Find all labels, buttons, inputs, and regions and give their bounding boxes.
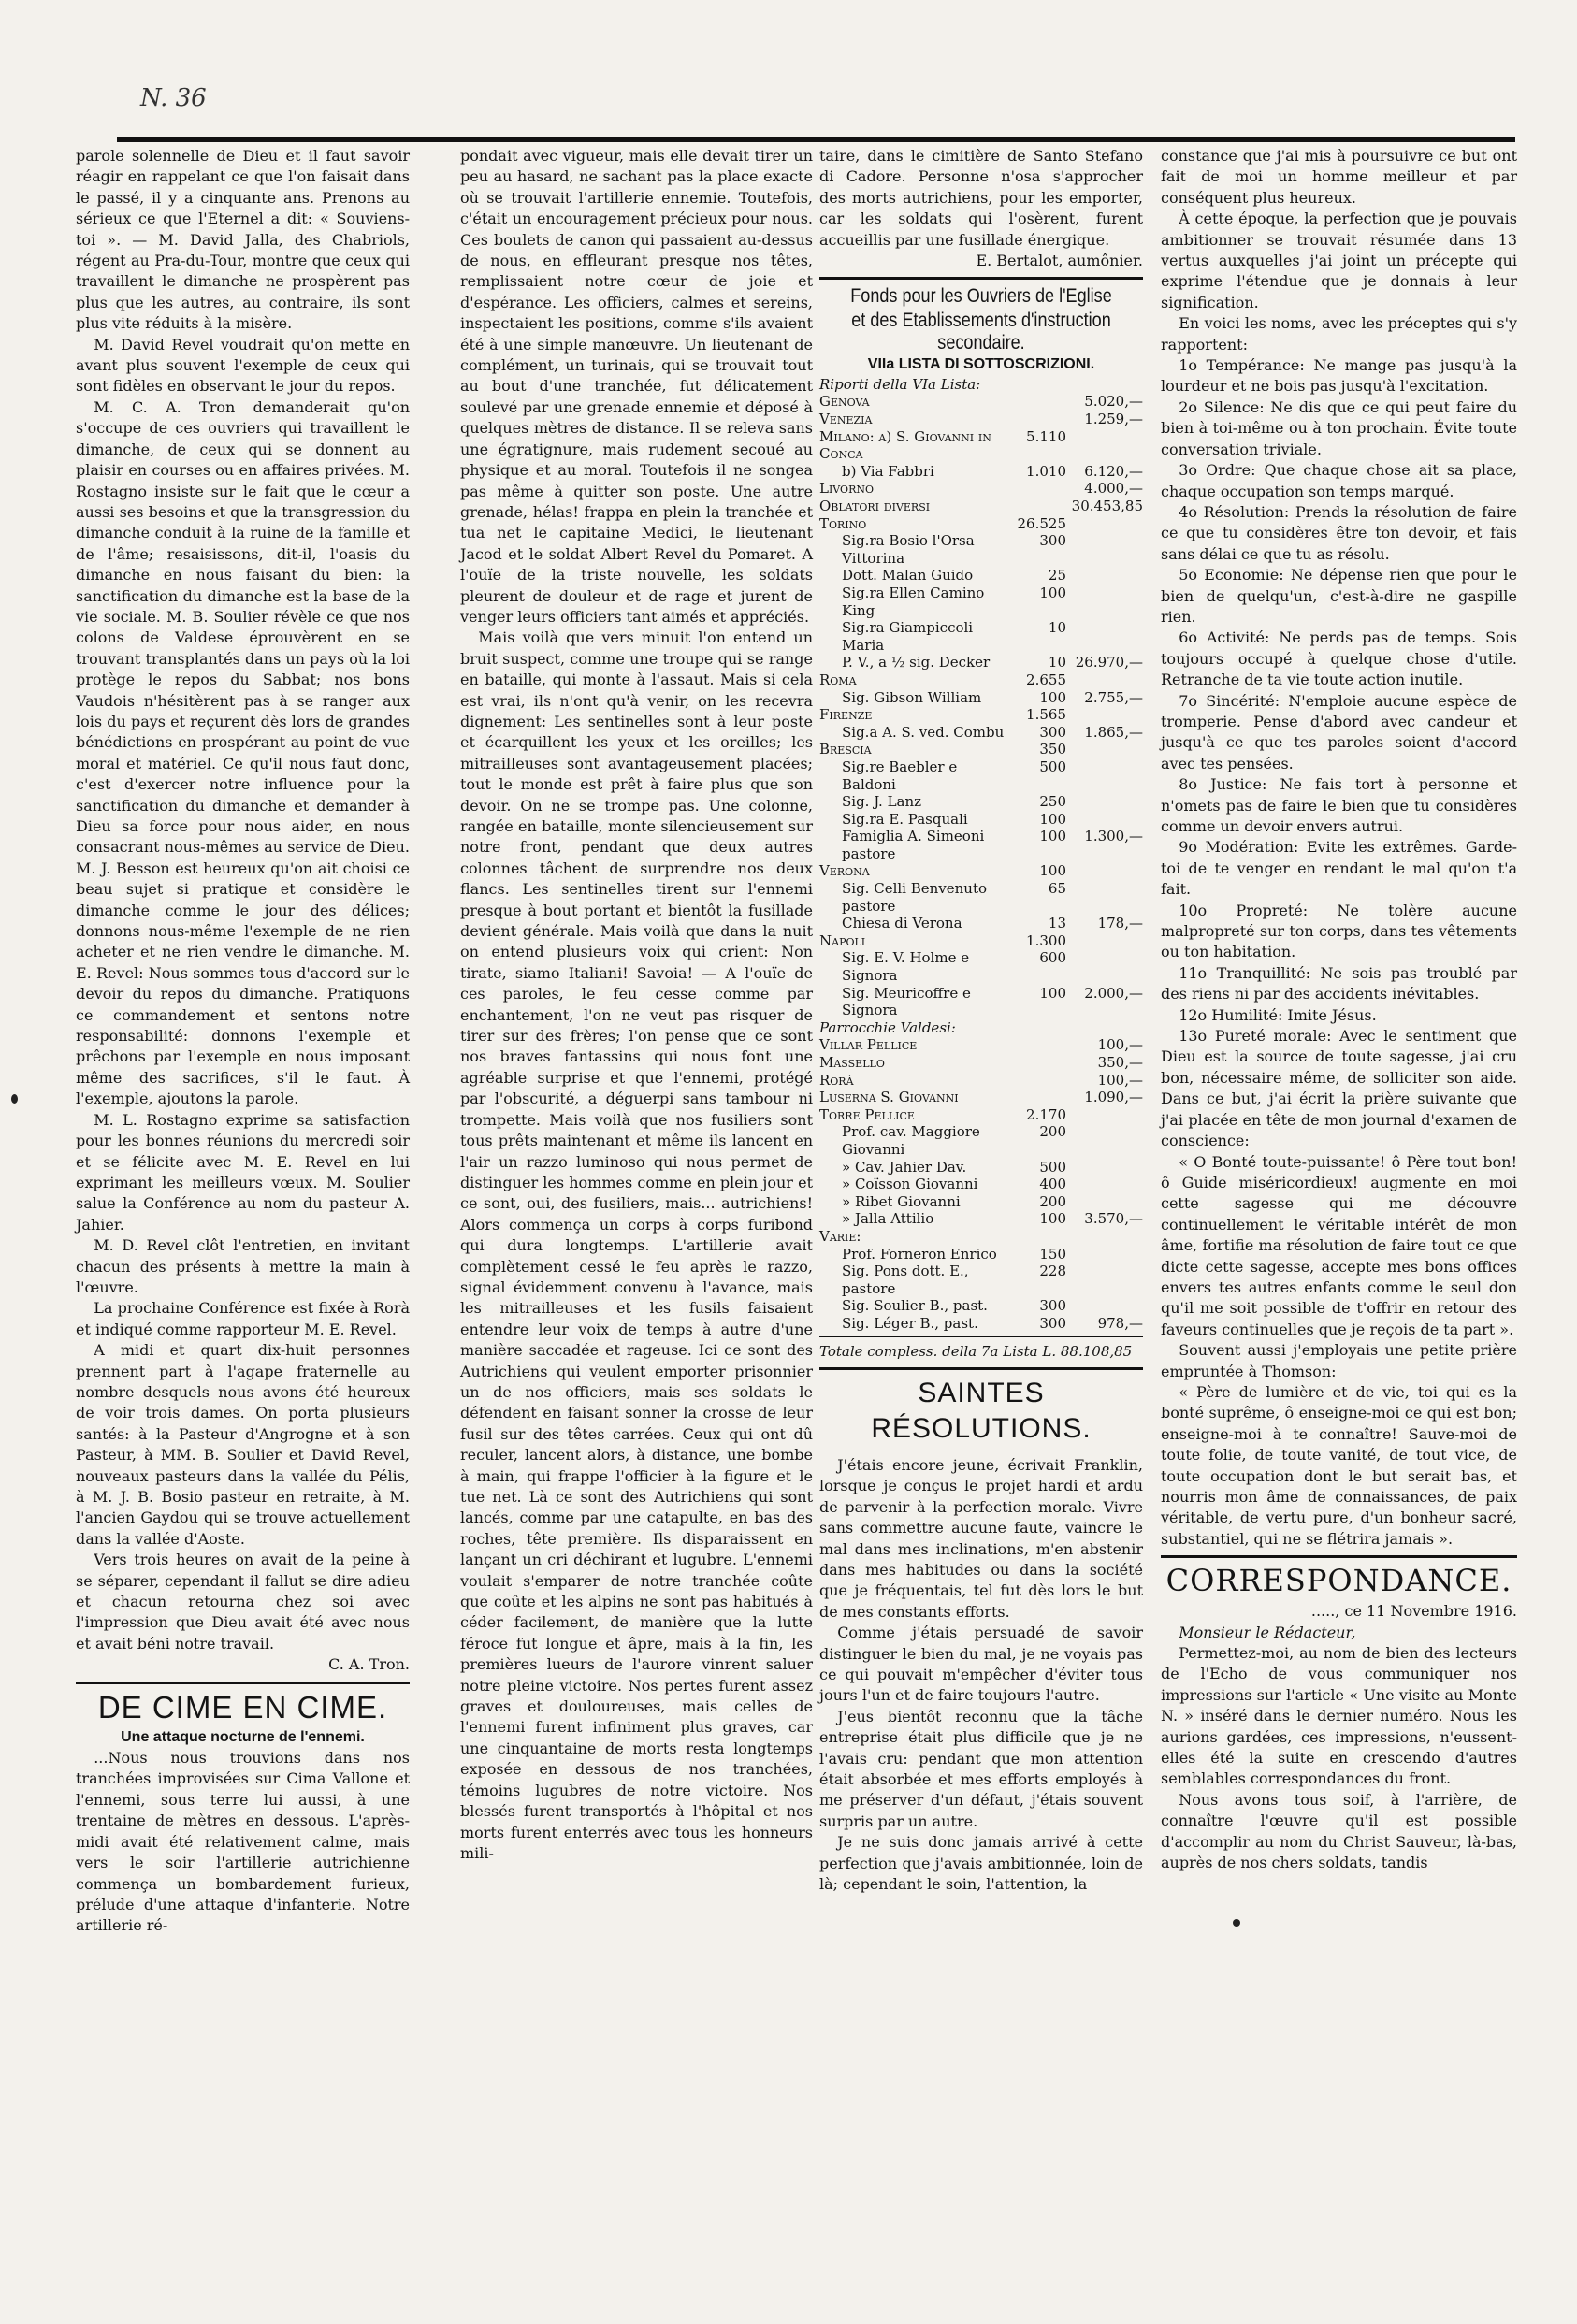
row-label: Dott. Malan Guido bbox=[842, 567, 974, 585]
paragraph: Mais voilà que vers minuit l'on entend un bruit suspect, comme une troupe qui se range en bataille, qui monte à l'assaut. Mais si cela est vrai, ils n'ont qu'à venir, on les recevra dignement: Les sentinelles sont à leur poste et écarquillent les yeux et les oreilles; les mitrailleuses sont avantageusement placées; tout le monde est prêt à faire plus que son devoir. On ne se trompe pas. Une colonne, rangée en bataille, monte silencieusement sur notre front, pendant que deux autres colonnes tâchent de surprendre nos deux flancs. Les sentinelles tirent sur l'ennemi presque à bout portant et bientôt la fusillade devient générale. Mais voilà que dans la nuit on entend plusieurs voix qui crient: Non tirate, siamo Italiani! Savoia! — A l'ouïe de ces paroles, le feu cesse comme par enchantement, l'on ne veut pas risquer de tirer sur des frères; l'on pense que ce sont nos braves fantassins qui nous font une agréable surprise et que l'ennemi, protégé par l'obscurité, a déguerpi sans tambour ni trompette. Mais voilà que nos fusiliers sont tous prêts maintenant et même ils lancent en l'air un razzo luminoso qui nous permet de distinguer les hommes comme en plein jour et ce sont, oui, des fusiliers, mais... autrichiens! Alors commença un corps à corps furibond qui dura longtemps. L'artillerie avait complètement cessé le feu après le razzo, signal évidemment convenu à l'avance, mais les mitrailleuses et les fusils faisaient entendre leur voix de temps à autre d'une manière saccadée et rageuse. Ici ce sont des Autrichiens qui veulent emporter prisonnier un de nos officiers, mais ses soldats le défendent en faisant sonner la crosse de leur fusil sur des têtes carrées. Ceux qui ont dû reculer, lancent alors, à distance, une bombe à main, qui frappe l'officier à la figure et le tue net. Là ce sont des Autrichiens qui sont lancés, comme par une catapulte, en bas des roches, tête première. Ils disparaissent en lançant un cri déchirant et lugubre. L'ennemi voulait s'emparer de notre tranchée coûte que coûte et les alpins ne sont pas habitués à céder facilement, de manière que la lutte féroce fut longue et âpre, mais à la fin, les premières lueurs de l'aurore vinrent saluer notre pleine victoire. Nos pertes furent assez graves et douloureuses, mais celles de l'ennemi furent infiniment plus graves, car une cinquantaine de morts resta longtemps exposée en dessous de nos tranchées, témoins lugubres de notre victoire. Nos blessés furent transportés à l'hôpital et nos morts furent enterrés avec tous les honneurs mili- bbox=[460, 628, 813, 1862]
paragraph: La prochaine Conférence est fixée à Rorà et indiqué comme rapporteur M. E. Revel. bbox=[76, 1299, 410, 1338]
paragraph: 5o Economie: Ne dépense rien que pour le bien de quelqu'un, c'est-à-dire ne gaspille rien. bbox=[1161, 566, 1517, 626]
row-amount: 26.525 bbox=[1017, 514, 1066, 532]
row-total: 178,— bbox=[1097, 915, 1143, 932]
row-amount: 2.655 bbox=[1026, 671, 1066, 688]
row-total bbox=[1066, 758, 1143, 793]
row-amount: 1.565 bbox=[1026, 706, 1066, 724]
ink-speck bbox=[11, 1094, 18, 1104]
paragraph: constance que j'ai mis à poursuivre ce but ont fait de moi un homme meilleur et par conséquent plus heureux. bbox=[1161, 147, 1517, 207]
row-amount bbox=[1012, 1054, 1066, 1072]
paragraph: J'étais encore jeune, écrivait Franklin, lorsque je conçus le projet hardi et ardu de parvenir à la perfection morale. Vivre sans commettre aucune faute, vaincre le mal dans mes inclinations, m'en abstenir dans mes habitudes ou dans la société que je fréquentais, tel fut dès lors le but de mes constants efforts. bbox=[819, 1455, 1143, 1621]
row-amount bbox=[1012, 498, 1066, 515]
row-label: Sig. Pons dott. E., pastore bbox=[842, 1263, 969, 1297]
row-amount bbox=[1012, 1089, 1066, 1106]
paragraph: 3o Ordre: Que chaque chose ait sa place, chaque occupation son temps marqué. bbox=[1161, 461, 1517, 500]
row-label: Sig.a A. S. ved. Combu bbox=[842, 723, 1005, 741]
row-amount bbox=[1012, 1019, 1066, 1037]
subscription-row bbox=[819, 932, 1143, 950]
row-label: Prof. cav. Maggiore Giovanni bbox=[842, 1123, 980, 1158]
paragraph: J'eus bientôt reconnu que la tâche entreprise était plus difficile que je ne l'avais cru: pendant que mon attention était absorbée et mes efforts employés à me préserver d'un défaut, j'étais souvent surpris par un autre. bbox=[819, 1707, 1143, 1830]
row-amount bbox=[1012, 1072, 1066, 1090]
row-amount: 500 bbox=[1039, 1158, 1066, 1176]
paragraph: 6o Activité: Ne perds pas de temps. Sois toujours occupé à quelque chose d'utile. Retranche de ta vie toute action inutile. bbox=[1161, 628, 1517, 689]
subscription-row bbox=[819, 411, 1143, 428]
row-total bbox=[1066, 1246, 1143, 1263]
paragraph: 10o Propreté: Ne tolère aucune malpropreté sur ton corps, dans tes vêtements ou ton habitation. bbox=[1161, 901, 1517, 961]
row-amount bbox=[1012, 1036, 1066, 1054]
row-total bbox=[1066, 1159, 1143, 1176]
row-label: P. V., a ½ sig. Decker bbox=[842, 654, 991, 671]
paragraph: M. L. Rostagno exprime sa satisfaction pour les bonnes réunions du mercredi soir et se félicite avec M. E. Revel en lui exprimant les meilleurs vœux. M. Soulier salue la Conférence au nom du pasteur A. Jahier. bbox=[76, 1110, 410, 1234]
row-total bbox=[1066, 1106, 1143, 1124]
row-amount bbox=[1012, 376, 1066, 394]
row-total bbox=[1066, 376, 1143, 394]
row-label: Riporti della VIa Lista: bbox=[819, 375, 981, 393]
row-amount: 100 bbox=[1039, 810, 1066, 828]
row-total bbox=[1066, 706, 1143, 724]
subscription-row bbox=[819, 428, 1143, 463]
letter-salutation: Monsieur le Rédacteur, bbox=[1179, 1623, 1356, 1641]
paragraph: Souvent aussi j'employais une petite prière empruntée à Thomson: bbox=[1161, 1341, 1517, 1380]
section-divider bbox=[819, 277, 1143, 280]
subscription-row bbox=[819, 1159, 1143, 1176]
section-subtitle: Une attaque nocturne de l'ennemi. bbox=[121, 1728, 365, 1745]
row-label: Venezia bbox=[819, 411, 873, 428]
subscription-total: Totale compless. della 7a Lista L. 88.108,85 bbox=[819, 1342, 1133, 1360]
subscription-row bbox=[819, 1176, 1143, 1193]
row-total: 1.300,— bbox=[1084, 828, 1143, 845]
section-title: CORRESPONDANCE. bbox=[1165, 1563, 1512, 1599]
paragraph: Vers trois heures on avait de la peine à se séparer, cependant il fallut se dire adieu et chacun retourna chez soi avec l'impression que Dieu avait été avec nous et avait béni notre travail. bbox=[76, 1551, 410, 1653]
subscription-row bbox=[819, 1123, 1143, 1158]
row-label: Rorà bbox=[819, 1071, 854, 1089]
row-label: Sig. Meuricoffre e Signora bbox=[842, 984, 971, 1019]
subscription-row bbox=[819, 880, 1143, 915]
paragraph: 7o Sincérité: N'emploie aucune espèce de tromperie. Pense d'abord avec candeur et jusqu'à ce que tes paroles soient d'accord avec tes pensées. bbox=[1161, 691, 1517, 772]
row-amount: 10 bbox=[1048, 654, 1066, 671]
paragraph: 8o Justice: Ne fais tort à personne et n'omets pas de faire le bien que tu considères comme un devoir envers autrui. bbox=[1161, 775, 1517, 835]
subscription-row bbox=[819, 480, 1143, 498]
row-amount: 200 bbox=[1039, 1123, 1066, 1141]
row-total bbox=[1066, 1123, 1143, 1158]
row-amount: 100 bbox=[1039, 584, 1066, 601]
paragraph: « Père de lumière et de vie, toi qui es la bonté suprême, ô enseigne-moi ce qui est bon; enseigne-moi à te connaître! Sauve-moi de toute folie, de toute vanité, de tout vice, de toute occupation dont le but serait bas, et nourris mon âme de connaissances, de paix véritable, de vertu pure, d'un bonheur sacré, substantiel, qui ne se flétrira jamais ». bbox=[1161, 1382, 1517, 1548]
row-label: Varie: bbox=[819, 1227, 861, 1245]
column-2 bbox=[460, 146, 813, 2297]
subscription-row bbox=[819, 1036, 1143, 1054]
row-amount: 500 bbox=[1039, 758, 1066, 775]
subscription-row bbox=[819, 567, 1143, 585]
row-total bbox=[1066, 619, 1143, 654]
row-total bbox=[1066, 515, 1143, 533]
row-label: Milano: a) S. Giovanni in Conca bbox=[819, 427, 991, 463]
paragraph: Je ne suis donc jamais arrivé à cette perfection que j'avais ambitionnée, loin de là; cependant le soin, l'attention, la bbox=[819, 1833, 1143, 1894]
row-total: 2.755,— bbox=[1084, 688, 1143, 706]
row-total: 30.453,85 bbox=[1071, 498, 1143, 514]
row-label: » Jalla Attilio bbox=[842, 1210, 934, 1228]
paragraph: 9o Modération: Evite les extrêmes. Garde-toi de te venger en rendant le mal qu'on t'a fait. bbox=[1161, 838, 1517, 899]
row-amount bbox=[1012, 411, 1066, 428]
subscription-row bbox=[819, 532, 1143, 567]
row-amount bbox=[1012, 1228, 1066, 1246]
row-label: Sig. Celli Benvenuto pastore bbox=[842, 880, 988, 915]
column-4 bbox=[1161, 146, 1517, 2297]
row-total bbox=[1066, 741, 1143, 758]
paragraph: « O Bonté toute-puissante! ô Père tout bon! ô Guide miséricordieux! augmente en moi cette sagesse qui me découvre continuellement le véritable intérêt de mon âme, fortifie ma résolution de faire tout ce que dicte cette sagesse, accepte mes bons offices envers tes autres enfants comme le seul don qu'il me soit possible de t'offrir en retour des faveurs continuelles que je reçois de ta part ». bbox=[1161, 1152, 1517, 1338]
subscription-row bbox=[819, 463, 1143, 481]
row-total bbox=[1066, 1176, 1143, 1193]
row-amount: 100 bbox=[1039, 1210, 1066, 1228]
column-3 bbox=[819, 146, 1143, 2297]
paragraph: A midi et quart dix-huit personnes prennent part à l'agape fraternelle au nombre desquels nous avons été heureux de voir trois dames. On porta plusieurs santés: à la Pasteur d'Angrogne et à son Pasteur, à MM. B. Soulier et David Revel, nouveaux pasteurs dans la vallée du Pélis, à M. J. B. Bosio pasteur en retraite, à M. l'ancien Gaydou qui se trouve actuellement dans la vallée d'Aoste. bbox=[76, 1341, 410, 1548]
row-label: Massello bbox=[819, 1054, 885, 1071]
row-amount bbox=[1012, 480, 1066, 498]
row-total: 2.000,— bbox=[1084, 984, 1143, 1002]
row-label: Roma bbox=[819, 671, 857, 688]
row-total bbox=[1066, 862, 1143, 880]
row-label: Parrocchie Valdesi: bbox=[819, 1018, 956, 1036]
row-label: Torre Pellice bbox=[819, 1105, 915, 1123]
paragraph: 2o Silence: Ne dis que ce qui peut faire du bien à toi-même ou à ton prochain. Évite toute conversation triviale. bbox=[1161, 397, 1517, 458]
row-amount: 300 bbox=[1039, 1297, 1066, 1315]
row-amount: 300 bbox=[1039, 532, 1066, 550]
row-amount: 10 bbox=[1048, 619, 1066, 637]
row-amount: 400 bbox=[1039, 1176, 1066, 1193]
subscription-row bbox=[819, 741, 1143, 758]
paragraph: 11o Tranquillité: Ne sois pas troublé par des riens ni par des accidents inévitables. bbox=[1161, 963, 1517, 1003]
row-total: 3.570,— bbox=[1084, 1210, 1143, 1228]
subscription-row bbox=[819, 376, 1143, 394]
row-total bbox=[1066, 1019, 1143, 1037]
row-total bbox=[1066, 1263, 1143, 1297]
row-label: Brescia bbox=[819, 741, 872, 758]
page-number: N. 36 bbox=[140, 84, 207, 112]
row-total bbox=[1066, 671, 1143, 689]
paragraph: M. D. Revel clôt l'entretien, en invitant chacun des présents à mettre la main à l'œuvre. bbox=[76, 1236, 410, 1296]
row-amount: 65 bbox=[1048, 880, 1066, 898]
row-label: Sig. E. V. Holme e Signora bbox=[842, 949, 970, 985]
row-amount: 100 bbox=[1039, 862, 1066, 880]
row-amount: 250 bbox=[1039, 793, 1066, 811]
subscription-row bbox=[819, 1263, 1143, 1297]
row-amount: 100 bbox=[1039, 828, 1066, 845]
row-label: Sig.ra E. Pasquali bbox=[842, 810, 968, 828]
row-label: Luserna S. Giovanni bbox=[819, 1089, 959, 1106]
row-label: Sig. Léger B., past. bbox=[842, 1314, 978, 1332]
row-total: 978,— bbox=[1097, 1314, 1143, 1332]
row-label: Sig.re Baebler e Baldoni bbox=[842, 758, 958, 793]
row-amount: 300 bbox=[1039, 1314, 1066, 1332]
row-label: Sig.ra Ellen Camino King bbox=[842, 584, 985, 619]
subscription-row bbox=[819, 1072, 1143, 1090]
section-divider bbox=[1161, 1555, 1517, 1558]
subscription-row bbox=[819, 1106, 1143, 1124]
paragraph: Nous avons tous soif, à l'arrière, de connaître l'œuvre qu'il est possible d'accomplir au nom du Christ Sauveur, là-bas, auprès de nos chers soldats, tandis bbox=[1161, 1790, 1517, 1872]
row-total bbox=[1066, 932, 1143, 950]
row-label: Sig. J. Lanz bbox=[842, 793, 922, 811]
subscription-row bbox=[819, 1246, 1143, 1263]
subscription-row bbox=[819, 1315, 1143, 1333]
row-label: Verona bbox=[819, 862, 870, 880]
row-total: 100,— bbox=[1097, 1036, 1143, 1054]
paragraph: taire, dans le cimitière de Santo Stefano di Cadore. Personne n'osa s'approcher des morts autrichiens, pour les emporter, car les soldats qui l'osèrent, furent accueillis par une fusillade énergique. bbox=[819, 147, 1143, 249]
column-1 bbox=[76, 146, 410, 2297]
section-title: SAINTES RÉSOLUTIONS. bbox=[871, 1377, 1092, 1444]
row-amount: 13 bbox=[1048, 915, 1066, 932]
paragraph: M. C. A. Tron demanderait qu'on s'occupe de ces ouvriers qui travaillent le dimanche, de ceux qui se donnent au plaisir en courses ou en affaires privées. M. Rostagno insiste sur le fait que le cœur a aussi ses besoins et que la transgression du dimanche conduit à la ruine de la famille et de l'âme; resaisissons, dit-il, l'oasis du dimanche en nous faisant du bien: la sanctification du dimanche est la base de la vie sociale. M. B. Soulier révèle ce que nos colons de Valdese éprouvèrent en se trouvant transplantés dans un pays où la loi protège le repos du Sabbat; nos bons Vaudois n'hésitèrent pas à se ranger aux lois du pays et reçurent dès lors de grandes bénédictions en prospérant au point de vue moral et matériel. Ce qu'il nous faut donc, c'est d'exercer notre influence pour la sanctification du dimanche et demander à Dieu sa force pour nous aider, en nous consacrant nous-mêmes au service de Dieu. M. J. Besson est heureux qu'on ait choisi ce beau sujet si pratique et considère le dimanche comme le jour des délices; donnons nous-même l'exemple de ne rien acheter et ne rien vendre le dimanche. M. E. Revel: Nous sommes tous d'accord sur le devoir du repos du dimanche. Pratiquons ce commandement et sentons notre responsabilité: donnons l'exemple et prêchons par l'exemple en nous imposant même des sacrifices, s'il le faut. À l'exemple, ajoutons la parole. bbox=[76, 397, 410, 1108]
subscription-row bbox=[819, 515, 1143, 533]
row-label: Sig. Gibson William bbox=[842, 688, 982, 706]
section-title: DE CIME EN CIME. bbox=[97, 1689, 388, 1725]
paragraph: À cette époque, la perfection que je pouvais ambitionner se trouvait résumée dans 13 vertus auxquelles j'ai joint un précepte qui exprime l'étendue que je donnais à leur signification. bbox=[1161, 209, 1517, 311]
row-amount: 350 bbox=[1039, 741, 1066, 758]
row-amount: 300 bbox=[1039, 723, 1066, 741]
row-label: Sig. Soulier B., past. bbox=[842, 1297, 988, 1315]
ink-speck bbox=[1233, 1919, 1240, 1927]
subscription-row bbox=[819, 828, 1143, 862]
row-amount: 600 bbox=[1039, 949, 1066, 967]
fund-title: et des Etablissements d'instruction secondaire. bbox=[851, 310, 1111, 354]
subscription-table bbox=[819, 376, 1143, 1333]
subscription-row bbox=[819, 985, 1143, 1019]
paragraph: 12o Humilité: Imite Jésus. bbox=[1179, 1005, 1377, 1024]
row-total: 100,— bbox=[1097, 1071, 1143, 1089]
list-title: VIIa LISTA DI SOTTOSCRIZIONI. bbox=[867, 356, 1095, 373]
row-label: b) Via Fabbri bbox=[842, 462, 934, 480]
row-label: Torino bbox=[819, 514, 867, 532]
row-label: Sig.ra Giampiccoli Maria bbox=[842, 619, 974, 654]
subscription-row bbox=[819, 1228, 1143, 1246]
subscription-row bbox=[819, 1019, 1143, 1037]
row-label: Prof. Forneron Enrico bbox=[842, 1245, 997, 1263]
header-rule bbox=[117, 137, 1515, 142]
subscription-row bbox=[819, 654, 1143, 671]
row-total bbox=[1066, 585, 1143, 619]
subscription-row bbox=[819, 619, 1143, 654]
paragraph: 1o Tempérance: Ne mange pas jusqu'à la lourdeur et ne bois pas jusqu'à l'excitation. bbox=[1161, 356, 1517, 396]
row-total: 4.000,— bbox=[1084, 480, 1143, 498]
row-total: 6.120,— bbox=[1084, 462, 1143, 480]
row-label: Livorno bbox=[819, 480, 874, 498]
subscription-row bbox=[819, 793, 1143, 811]
subscription-row bbox=[819, 671, 1143, 689]
subscription-row bbox=[819, 1193, 1143, 1211]
subscription-row bbox=[819, 706, 1143, 724]
row-total: 350,— bbox=[1097, 1054, 1143, 1071]
row-total bbox=[1066, 949, 1143, 984]
row-total bbox=[1066, 428, 1143, 463]
paragraph: ...Nous nous trouvions dans nos tranchées improvisées sur Cima Vallone et l'ennemi, sous terre lui aussi, à une trentaine de mètres en dessous. L'après-midi avait été relativement calme, mais vers le soir l'artillerie autrichienne commença un bombardement furieux, prélude d'une attaque d'infanterie. Notre artillerie ré- bbox=[76, 1749, 410, 1935]
row-label: Sig.ra Bosio l'Orsa Vittorina bbox=[842, 532, 975, 567]
row-total bbox=[1066, 1228, 1143, 1246]
paragraph: 4o Résolution: Prends la résolution de faire ce que tu considères être ton devoir, et fais sans délai ce que tu as résolu. bbox=[1161, 502, 1517, 563]
subscription-row bbox=[819, 498, 1143, 515]
row-label: » Coïsson Giovanni bbox=[842, 1176, 978, 1193]
row-label: Oblatori diversi bbox=[819, 498, 931, 514]
fund-title: Fonds pour les Ouvriers de l'Eglise bbox=[850, 285, 1112, 308]
row-total: 1.259,— bbox=[1084, 411, 1143, 428]
row-label: Chiesa di Verona bbox=[842, 915, 962, 932]
section-divider bbox=[819, 1367, 1143, 1370]
signature: E. Bertalot, aumônier. bbox=[976, 252, 1143, 270]
row-total: 1.865,— bbox=[1084, 723, 1143, 741]
row-label: Genova bbox=[819, 393, 870, 411]
paragraph: Comme j'étais persuadé de savoir distinguer le bien du mal, je ne voyais pas ce qui pouvait m'empêcher d'éviter tous jours l'un et de faire toujours l'autre. bbox=[819, 1624, 1143, 1705]
row-amount: 100 bbox=[1039, 984, 1066, 1002]
row-amount: 1.300 bbox=[1026, 931, 1066, 949]
subscription-row bbox=[819, 689, 1143, 707]
row-total bbox=[1066, 880, 1143, 915]
row-label: Firenze bbox=[819, 706, 873, 724]
row-amount: 150 bbox=[1039, 1245, 1066, 1263]
paragraph: 13o Pureté morale: Avec le sentiment que Dieu est la source de toute sagesse, j'ai cru bon, nécessaire même, de solliciter son aide. Dans ce but, j'ai écrit la prière suivante que j'ai placée en tête de mon journal d'examen de conscience: bbox=[1161, 1027, 1517, 1150]
row-total bbox=[1066, 1297, 1143, 1315]
row-amount: 100 bbox=[1039, 688, 1066, 706]
subscription-row bbox=[819, 1210, 1143, 1228]
paragraph: parole solennelle de Dieu et il faut savoir réagir en rappelant ce que l'on faisait dans le passé, il y a cinquante ans. Prenons au sérieux ce que l'Eternel a dit: « Souviens-toi ». — M. David Jalla, des Chabriols, régent au Pra-du-Tour, montre que ceux qui travaillent le dimanche ne prospèrent pas plus que les autres, au contraire, ils sont plus vite réduits à la misère. bbox=[76, 147, 410, 333]
row-total bbox=[1066, 567, 1143, 585]
row-total: 26.970,— bbox=[1075, 654, 1143, 671]
subscription-row bbox=[819, 862, 1143, 880]
row-amount: 228 bbox=[1039, 1263, 1066, 1280]
letter-date: ....., ce 11 Novembre 1916. bbox=[1310, 1602, 1517, 1621]
row-label: » Ribet Giovanni bbox=[842, 1192, 961, 1210]
paragraph: pondait avec vigueur, mais elle devait tirer un peu au hasard, ne sachant pas la place exacte où se trouvait l'artillerie ennemie. Toutefois, c'était un encouragement précieux pour nous. Ces boulets de canon qui passaient au-dessus de nous, en effleurant presque nos têtes, remplissaient notre cœur de joie et d'espérance. Les officiers, calmes et sereins, inspectaient les positions, comme s'ils avaient été à une simple manœuvre. Un lieutenant de complément, un turinais, qui se trouvait tout au bout d'une tranchée, fut délicatement soulevé par une grenade ennemie et déposé à quelques mètres de distance. Il se releva sans une égratignure, mais rudement secoué au physique et au moral. Toutefois il ne songea pas même à quitter son poste. Une autre grenade, hélas! frappa en plein la tranchée et tua net le capitaine Medici, le lieutenant Jacod et le soldat Albert Revel du Pomaret. A l'ouïe de la triste nouvelle, les soldats pleurent de douleur et de rage et jurent de venger leurs officiers tant aimés et appréciés. bbox=[460, 147, 813, 626]
row-total: 5.020,— bbox=[1084, 393, 1143, 411]
subscription-row bbox=[819, 811, 1143, 829]
row-amount: 200 bbox=[1039, 1192, 1066, 1210]
paragraph: M. David Revel voudrait qu'on mette en avant plus souvent l'exemple de ceux qui sont fidèles en observant le jour du repos. bbox=[76, 335, 410, 396]
row-amount bbox=[1012, 393, 1066, 411]
subscription-row bbox=[819, 758, 1143, 793]
row-total: 1.090,— bbox=[1084, 1089, 1143, 1106]
signature: C. A. Tron. bbox=[328, 1655, 410, 1674]
row-amount: 25 bbox=[1048, 567, 1066, 585]
section-divider bbox=[76, 1682, 410, 1684]
subscription-row bbox=[819, 393, 1143, 411]
row-total bbox=[1066, 532, 1143, 567]
row-amount: 2.170 bbox=[1026, 1105, 1066, 1123]
row-label: Napoli bbox=[819, 931, 866, 949]
subscription-row bbox=[819, 724, 1143, 742]
subscription-row bbox=[819, 1054, 1143, 1072]
subscription-row bbox=[819, 915, 1143, 932]
row-total bbox=[1066, 811, 1143, 829]
row-label: » Cav. Jahier Dav. bbox=[842, 1158, 967, 1176]
subscription-row bbox=[819, 1089, 1143, 1106]
paragraph: Permettez-moi, au nom de bien des lecteurs de l'Echo de vous communiquer nos impressions sur l'article « Une visite au Monte N. » inséré dans le dernier numéro. Nous les aurions gardées, ces impressions, n'eussent-elles été la suite en crescendo d'autres semblables correspondances du front. bbox=[1161, 1644, 1517, 1788]
row-total bbox=[1066, 1193, 1143, 1211]
row-label: Famiglia A. Simeoni pastore bbox=[842, 828, 985, 862]
subscription-row bbox=[819, 585, 1143, 619]
subscription-row bbox=[819, 1297, 1143, 1315]
subscription-row bbox=[819, 949, 1143, 984]
table-rule bbox=[819, 1336, 1143, 1337]
paragraph: En voici les noms, avec les préceptes qui s'y rapportent: bbox=[1161, 314, 1517, 354]
row-label: Villar Pellice bbox=[819, 1036, 918, 1054]
row-total bbox=[1066, 793, 1143, 811]
row-amount: 5.110 bbox=[1026, 427, 1066, 445]
row-amount: 1.010 bbox=[1026, 462, 1066, 480]
